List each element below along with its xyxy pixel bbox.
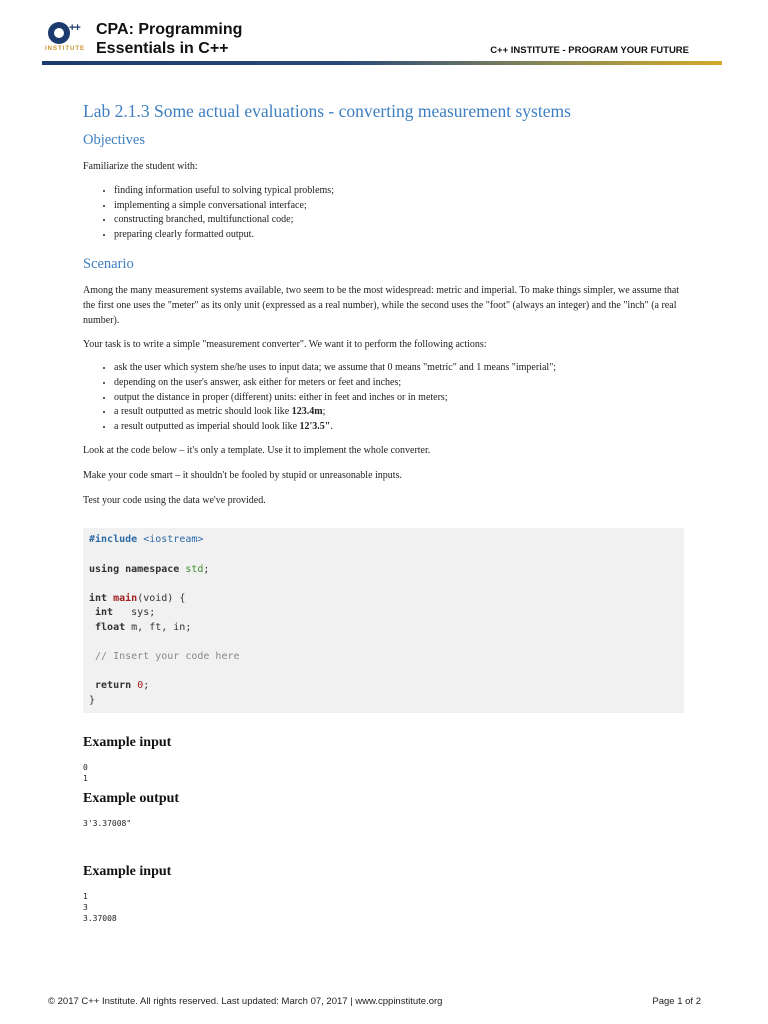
example-output-1: [83, 818, 688, 829]
objectives-list: [83, 184, 688, 242]
logo-c-icon: [48, 22, 70, 44]
list-item: • constructing branched, multifunctional code;: [114, 213, 688, 228]
footer-copyright: © 2017 C++ Institute. All rights reserved. Last updated: March 07, 2017 | www.cppinstitute.org: [48, 996, 443, 1007]
example-heading: Example input: [83, 864, 172, 880]
list-item: • implementing a simple conversational interface;: [114, 199, 688, 214]
code-int-keyword: int: [89, 592, 108, 604]
code-decl-int-keyword: int: [89, 607, 114, 619]
code-include-file: <iostream>: [137, 534, 204, 546]
code-return-keyword: return: [89, 680, 132, 692]
example-line: 0: [83, 763, 88, 773]
scenario-paragraph: Among the many measurement systems available, two seem to be the most widespread: metric and imperial. To make things simpler, we assume that the first one uses the "meter" as its only unit (expressed as a real number), while the second uses the "foot" (always an integer) and the "inch" (a real number).: [83, 285, 680, 327]
example-line: 3.37008: [83, 914, 117, 924]
code-main-args: (void) {: [137, 592, 186, 604]
code-decl-int-vars: sys;: [113, 607, 156, 619]
course-title: [96, 20, 242, 58]
example-line: 3'3.37008": [83, 819, 132, 829]
example-heading: Example output: [83, 791, 180, 807]
example-line: 1: [83, 892, 88, 902]
imperial-example: 12'3.5": [299, 420, 331, 432]
cpp-institute-logo: [45, 22, 91, 56]
code-decl-float-keyword: float: [89, 621, 126, 633]
list-item: • depending on the user's answer, ask either for meters or feet and inches;: [114, 376, 688, 391]
list-item: • finding information useful to solving typical problems;: [114, 184, 688, 199]
lab-title: Lab 2.1.3 Some actual evaluations - converting measurement systems: [83, 101, 571, 121]
imperial-suffix: .: [330, 420, 333, 432]
code-return-semicolon: ;: [143, 680, 150, 692]
code-decl-float-vars: m, ft, in;: [125, 621, 192, 633]
course-title-line2: Essentials in C++: [96, 40, 229, 57]
imperial-prefix: a result outputted as imperial should look like: [114, 420, 300, 432]
list-item: [114, 420, 688, 435]
template-note: Look at the code below – it's only a template. Use it to implement the whole converter.: [83, 445, 431, 457]
code-main-function: main: [113, 592, 138, 604]
code-using-keyword: using namespace: [89, 563, 180, 575]
scenario-heading: Scenario: [83, 256, 134, 273]
example-input-2: [83, 891, 688, 924]
code-return-value: 0: [137, 680, 144, 692]
metric-suffix: ;: [322, 406, 326, 418]
code-comment: // Insert your code here: [89, 651, 240, 663]
metric-prefix: a result outputted as metric should look like: [114, 406, 292, 418]
header-divider: [42, 61, 722, 65]
actions-list: [83, 361, 688, 434]
example-heading: Example input: [83, 735, 172, 751]
tagline: C++ INSTITUTE - PROGRAM YOUR FUTURE: [490, 45, 689, 56]
footer-page-number: Page 1 of 2: [652, 996, 701, 1007]
course-title-line1: CPA: Programming: [96, 21, 243, 38]
code-close-brace: }: [89, 694, 96, 706]
example-line: 3: [83, 903, 88, 913]
logo-plus: ++: [69, 22, 80, 34]
example-input-1: [83, 762, 688, 784]
metric-example: 123.4m: [291, 406, 323, 418]
code-namespace: std: [179, 563, 204, 575]
objectives-intro: Familiarize the student with:: [83, 161, 198, 172]
objectives-heading: Objectives: [83, 132, 146, 148]
list-item: • preparing clearly formatted output.: [114, 228, 688, 243]
logo-institute: INSTITUTE: [45, 46, 85, 52]
scenario-task: Your task is to write a simple "measurement converter". We want it to perform the following actions:: [83, 339, 487, 351]
example-line: 1: [83, 774, 88, 784]
code-include-keyword: #include: [89, 534, 138, 546]
test-note: Test your code using the data we've provided.: [83, 495, 266, 507]
smart-note: Make your code smart – it shouldn't be fooled by stupid or unreasonable inputs.: [83, 470, 402, 482]
page-header: [0, 0, 768, 70]
lab-content: [83, 100, 688, 924]
list-item: [114, 405, 688, 420]
code-template: [83, 528, 684, 713]
code-semicolon: ;: [203, 563, 210, 575]
list-item: • output the distance in proper (different) units: either in feet and inches or in meters;: [114, 391, 688, 406]
list-item: • ask the user which system she/he uses to input data; we assume that 0 means "metric" and 1 means "imperial";: [114, 361, 688, 376]
